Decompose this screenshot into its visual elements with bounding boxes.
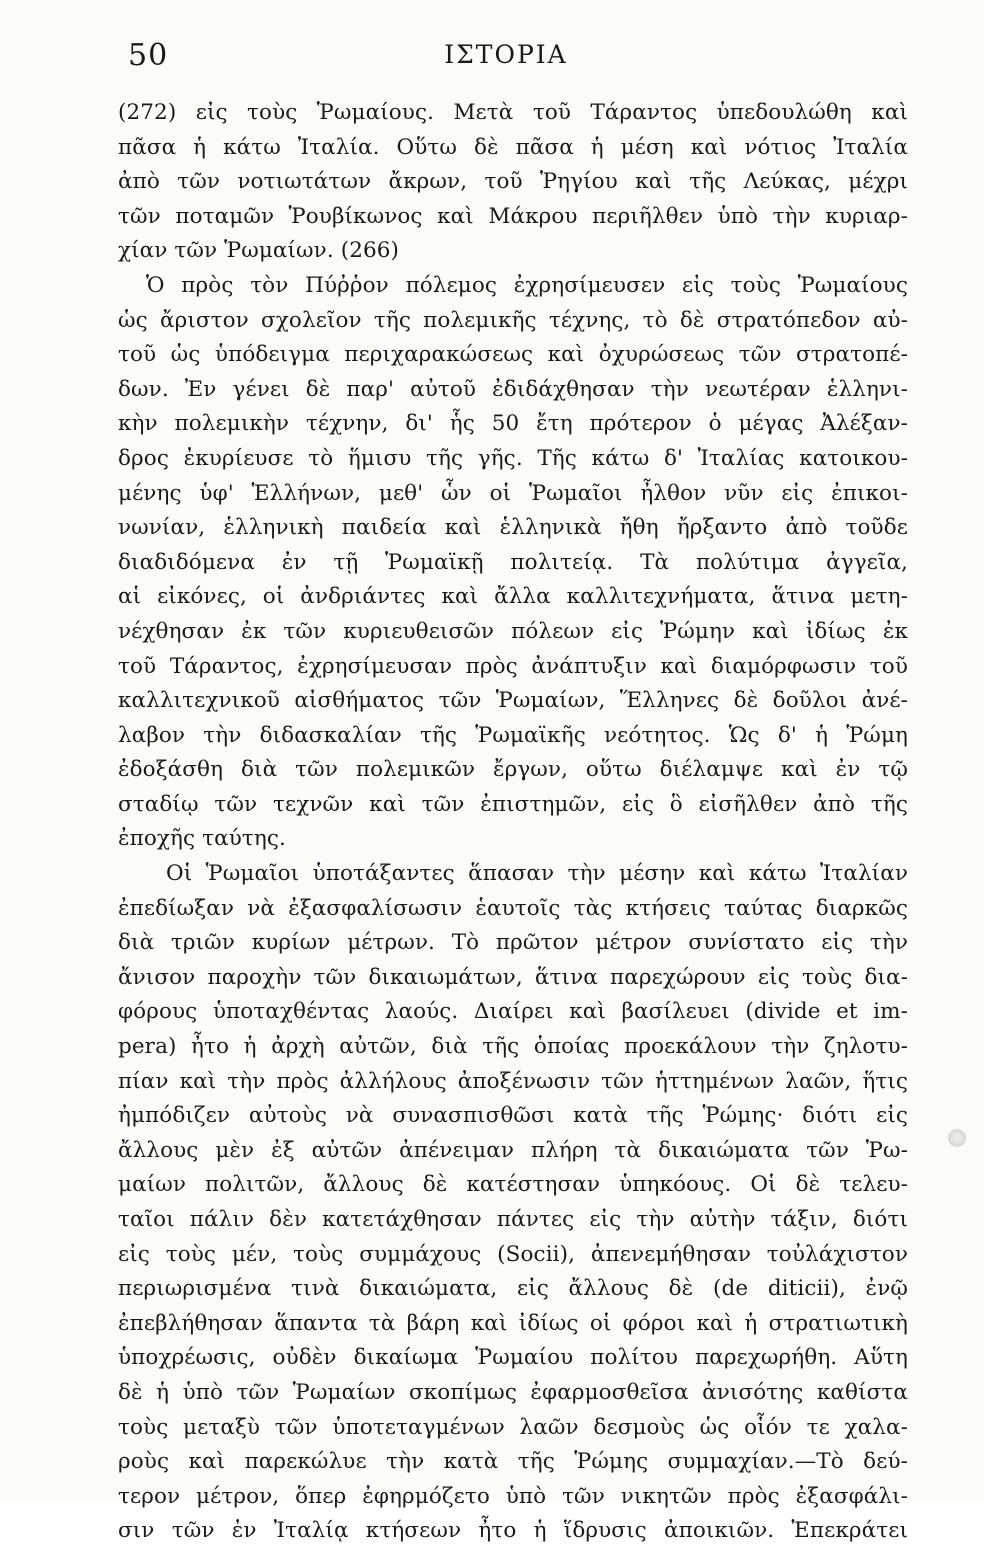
text-line: (272) εἰς τοὺς Ῥωμαίους. Μετὰ τοῦ Τάραντος ὑπεδουλώθη καὶ <box>118 100 908 125</box>
text-line: ἐδοξάσθη διὰ τῶν πολεμικῶν ἔργων, οὕτω διέλαμψε καὶ ἐν τῷ <box>118 757 908 783</box>
text-line: κὴν πολεμικὴν τέχνην, δι' ἧς 50 ἔτη πρότερον ὁ μέγας Ἀλέξαν- <box>118 411 908 437</box>
text-line: σιν τῶν ἐν Ἰταλίᾳ κτήσεων ἦτο ἡ ἵδρυσις ἀποικιῶν. Ἐπεκράτει <box>118 1518 908 1544</box>
text-line: ἐπεδίωξαν νὰ ἐξασφαλίσωσιν ἑαυτοῖς τὰς κτήσεις ταύτας διαρκῶς <box>118 895 908 921</box>
text-line: νέχθησαν ἐκ τῶν κυριευθεισῶν πόλεων εἰς Ῥώμην καὶ ἰδίως ἐκ <box>118 618 908 644</box>
text-line: τῶν ποταμῶν Ῥουβίκωνος καὶ Μάκρου περιῆλθεν ὑπὸ τὴν κυριαρ- <box>118 203 908 229</box>
text-line: διὰ τριῶν κυρίων μέτρων. Τὸ πρῶτον μέτρον συνίστατο εἰς τὴν <box>118 930 908 956</box>
text-line: πᾶσα ἡ κάτω Ἰταλία. Οὕτω δὲ πᾶσα ἡ μέση καὶ νότιος Ἰταλία <box>118 134 908 160</box>
running-head: ΙΣΤΟΡΙΑ <box>444 40 568 69</box>
text-line: περιωρισμένα τινὰ δικαιώματα, εἰς ἄλλους δὲ (de diticii), ἐνῷ <box>118 1276 908 1302</box>
text-line: νωνίαν, ἑλληνικὴ παιδεία καὶ ἑλληνικὰ ἤθη ἤρξαντο ἀπὸ τοῦδε <box>118 515 908 541</box>
text-line: εἰς τοὺς μέν, τοὺς συμμάχους (Socii), ἀπενεμήθησαν τοὐλάχιστον <box>118 1241 908 1267</box>
text-line: ὑποχρέωσις, οὐδὲν δικαίωμα Ῥωμαίου πολίτου παρεχωρήθη. Αὕτη <box>118 1345 908 1371</box>
text-line: φόρους ὑποταχθέντας λαούς. Διαίρει καὶ βασίλευει (divide et im- <box>118 999 908 1025</box>
text-line: ἄλλους μὲν ἐξ αὐτῶν ἀπένειμαν πλήρη τὰ δικαιώματα τῶν Ῥω- <box>118 1137 908 1163</box>
text-line: δρος ἐκυρίευσε τὸ ἥμισυ τῆς γῆς. Τῆς κάτω δ' Ἰταλίας κατοικου- <box>118 445 908 471</box>
text-line: τοὺς μεταξὺ τῶν ὑποτεταγμένων λαῶν δεσμοὺς ὡς οἷόν τε χαλα- <box>118 1414 908 1440</box>
text-line: σταδίῳ τῶν τεχνῶν καὶ τῶν ἐπιστημῶν, εἰς ὃ εἰσῆλθεν ἀπὸ τῆς <box>118 791 908 817</box>
text-line: ἐπεβλήθησαν ἅπαντα τὰ βάρη καὶ ἰδίως οἱ φόροι καὶ ἡ στρατιωτικὴ <box>118 1310 908 1336</box>
page-header <box>128 38 884 82</box>
text-line: τερον μέτρον, ὅπερ ἐφηρμόζετο ὑπὸ τῶν νικητῶν πρὸς ἐξασφάλι- <box>118 1483 908 1509</box>
text-line: πίαν καὶ τὴν πρὸς ἀλλήλους ἀποξένωσιν τῶν ἡττημένων λαῶν, ἥτις <box>118 1068 908 1094</box>
text-line: καλλιτεχνικοῦ αἰσθήματος τῶν Ῥωμαίων, Ἕλληνες δὲ δοῦλοι ἀνέ- <box>118 688 908 714</box>
page-blemish <box>948 1129 966 1147</box>
text-line: ἠμπόδιζεν αὐτοὺς νὰ συνασπισθῶσι κατὰ τῆς Ῥώμης· διότι εἰς <box>118 1103 908 1129</box>
text-line: τοῦ Τάραντος, ἐχρησίμευσαν πρὸς ἀνάπτυξιν καὶ διαμόρφωσιν τοῦ <box>118 653 908 679</box>
text-line: ροὺς καὶ παρεκώλυε τὴν κατὰ τῆς Ῥώμης συμμαχίαν.—Τὸ δεύ- <box>118 1449 908 1475</box>
text-line: αἱ εἰκόνες, οἱ ἀνδριάντες καὶ ἄλλα καλλιτεχνήματα, ἅτινα μετη- <box>118 584 908 610</box>
text-line: διαδιδόμενα ἐν τῇ Ῥωμαϊκῇ πολιτείᾳ. Τὰ πολύτιμα ἀγγεῖα, <box>118 549 908 575</box>
text-line: ἄνισον παροχὴν τῶν δικαιωμάτων, ἅτινα παρεχώρουν εἰς τοὺς δια- <box>118 964 908 990</box>
paragraph-start-line: Οἱ Ῥωμαῖοι ὑποτάξαντες ἅπασαν τὴν μέσην καὶ κάτω Ἰταλίαν <box>166 861 908 887</box>
text-line: ἀπὸ τῶν νοτιωτάτων ἄκρων, τοῦ Ῥηγίου καὶ τῆς Λεύκας, μέχρι <box>118 169 908 195</box>
text-line: ὡς ἄριστον σχολεῖον τῆς πολεμικῆς τέχνης, τὸ δὲ στρατόπεδον αὐ- <box>118 307 908 333</box>
text-line: δων. Ἐν γένει δὲ παρ' αὐτοῦ ἐδιδάχθησαν τὴν νεωτέραν ἑλληνι- <box>118 376 908 402</box>
page-number: 50 <box>128 38 169 73</box>
text-line: ταῖοι πάλιν δὲν κατετάχθησαν πάντες εἰς τὴν αὐτὴν τάξιν, διότι <box>118 1207 908 1232</box>
text-line: χίαν τῶν Ῥωμαίων. (266) <box>118 238 400 264</box>
paragraph-start-line: Ὁ πρὸς τὸν Πύῤῥον πόλεμος ἐχρησίμευσεν εἰς τοὺς Ῥωμαίους <box>146 272 908 298</box>
text-line: ἐποχῆς ταύτης. <box>118 826 286 852</box>
text-line: δὲ ἡ ὑπὸ τῶν Ῥωμαίων σκοπίμως ἐφαρμοσθεῖσα ἀνισότης καθίστα <box>118 1379 908 1405</box>
text-line: λαβον τὴν διδασκαλίαν τῆς Ῥωμαϊκῆς νεότητος. Ὡς δ' ἡ Ῥώμη <box>118 722 908 748</box>
text-line: μένης ὑφ' Ἑλλήνων, μεθ' ὧν οἱ Ῥωμαῖοι ἦλθον νῦν εἰς ἐπικοι- <box>118 480 908 506</box>
text-line: pera) ἦτο ἡ ἀρχὴ αὐτῶν, διὰ τῆς ὁποίας προεκάλουν τὴν ζηλοτυ- <box>118 1034 908 1060</box>
body-text <box>118 96 908 1549</box>
text-line: μαίων πολιτῶν, ἄλλους δὲ κατέστησαν ὑπηκόους. Οἱ δὲ τελευ- <box>118 1172 908 1198</box>
text-line: τοῦ ὡς ὑπόδειγμα περιχαρακώσεως καὶ ὀχυρώσεως τῶν στρατοπέ- <box>118 342 908 368</box>
